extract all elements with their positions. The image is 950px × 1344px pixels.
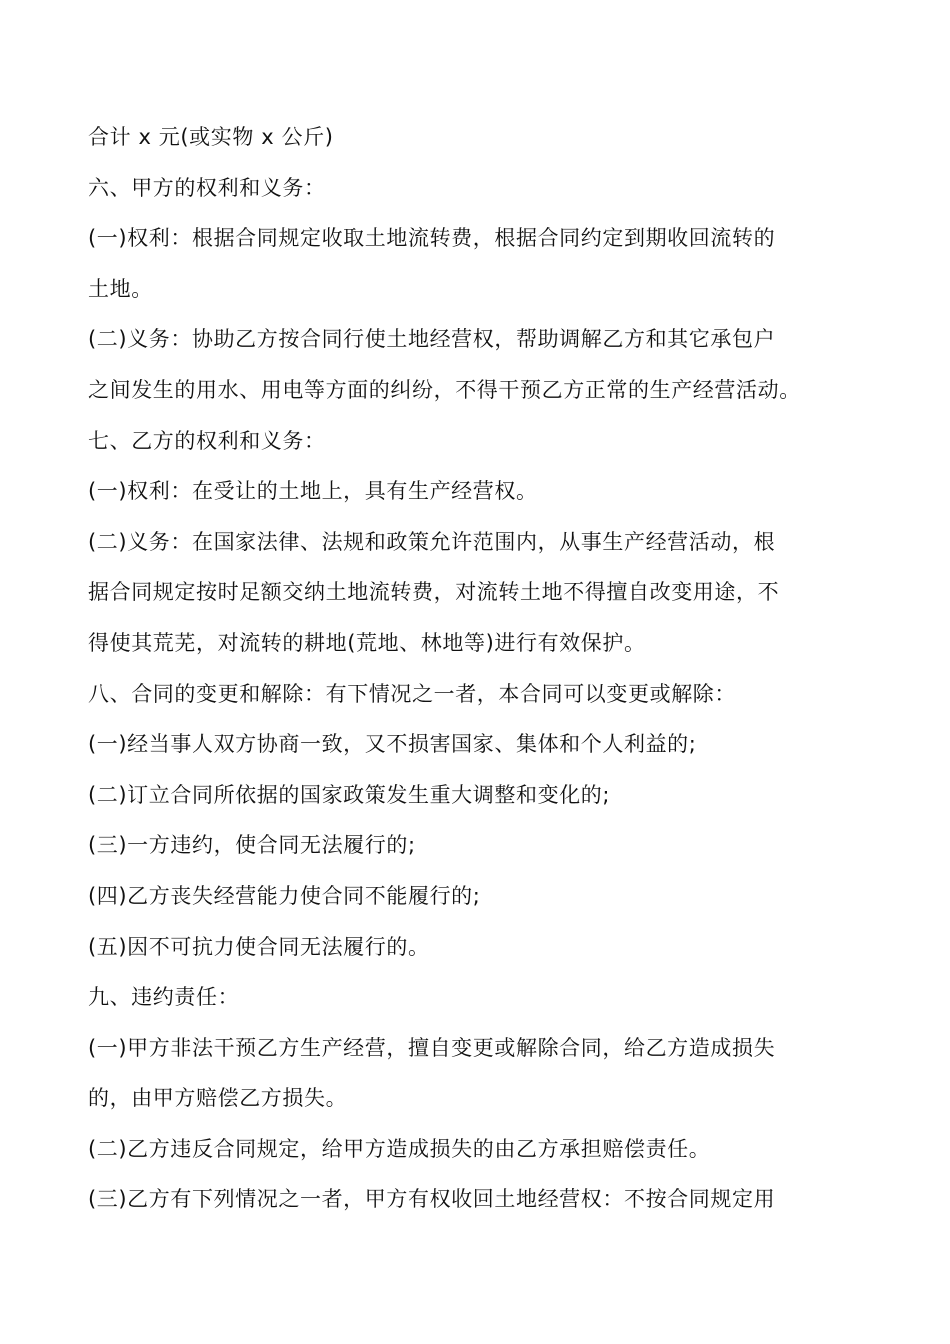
section-heading-party-a: 六、甲方的权利和义务： [88,175,326,200]
text-line-party-b-rights: (一)权利：在受让的土地上，具有生产经营权。 [88,479,538,504]
text-line-party-b-duties-cont-2: 得使其荒芜，对流转的耕地(荒地、林地等)进行有效保护。 [88,630,646,655]
text-line-change-5: (五)因不可抗力使合同无法履行的。 [88,934,430,959]
section-heading-change-termination: 八、合同的变更和解除：有下情况之一者，本合同可以变更或解除： [88,681,736,706]
text-line-change-3: (三)一方违约，使合同无法履行的; [88,833,416,858]
text-line-change-4: (四)乙方丧失经营能力使合同不能履行的; [88,883,481,908]
text-line-party-b-duties: (二)义务：在国家法律、法规和政策允许范围内，从事生产经营活动，根 [88,529,776,554]
text-line-party-a-duties-cont: 之间发生的用水、用电等方面的纠纷，不得干预乙方正常的生产经营活动。 [88,377,801,402]
text-line-change-2: (二)订立合同所依据的国家政策发生重大调整和变化的; [88,782,611,807]
text-line-change-1: (一)经当事人双方协商一致，又不损害国家、集体和个人利益的; [88,732,697,757]
text-line-party-b-duties-cont-1: 据合同规定按时足额交纳土地流转费，对流转土地不得擅自改变用途，不 [88,580,780,605]
section-heading-party-b: 七、乙方的权利和义务： [88,428,326,453]
text-line-liability-1-cont: 的，由甲方赔偿乙方损失。 [88,1086,348,1111]
section-heading-liability: 九、违约责任： [88,985,240,1010]
text-line-party-a-rights-cont: 土地。 [88,276,153,301]
text-line-total: 合计 x 元(或实物 x 公斤) [88,125,334,149]
text-line-party-a-rights: (一)权利：根据合同规定收取土地流转费，根据合同约定到期收回流转的 [88,226,776,251]
document-body [88,112,868,1225]
text-line-liability-2: (二)乙方违反合同规定，给甲方造成损失的由乙方承担赔偿责任。 [88,1136,711,1161]
text-line-liability-1: (一)甲方非法干预乙方生产经营，擅自变更或解除合同，给乙方造成损失 [88,1035,776,1060]
text-line-party-a-duties: (二)义务：协助乙方按合同行使土地经营权，帮助调解乙方和其它承包户 [88,327,776,352]
text-line-liability-3: (三)乙方有下列情况之一者，甲方有权收回土地经营权：不按合同规定用 [88,1187,776,1212]
